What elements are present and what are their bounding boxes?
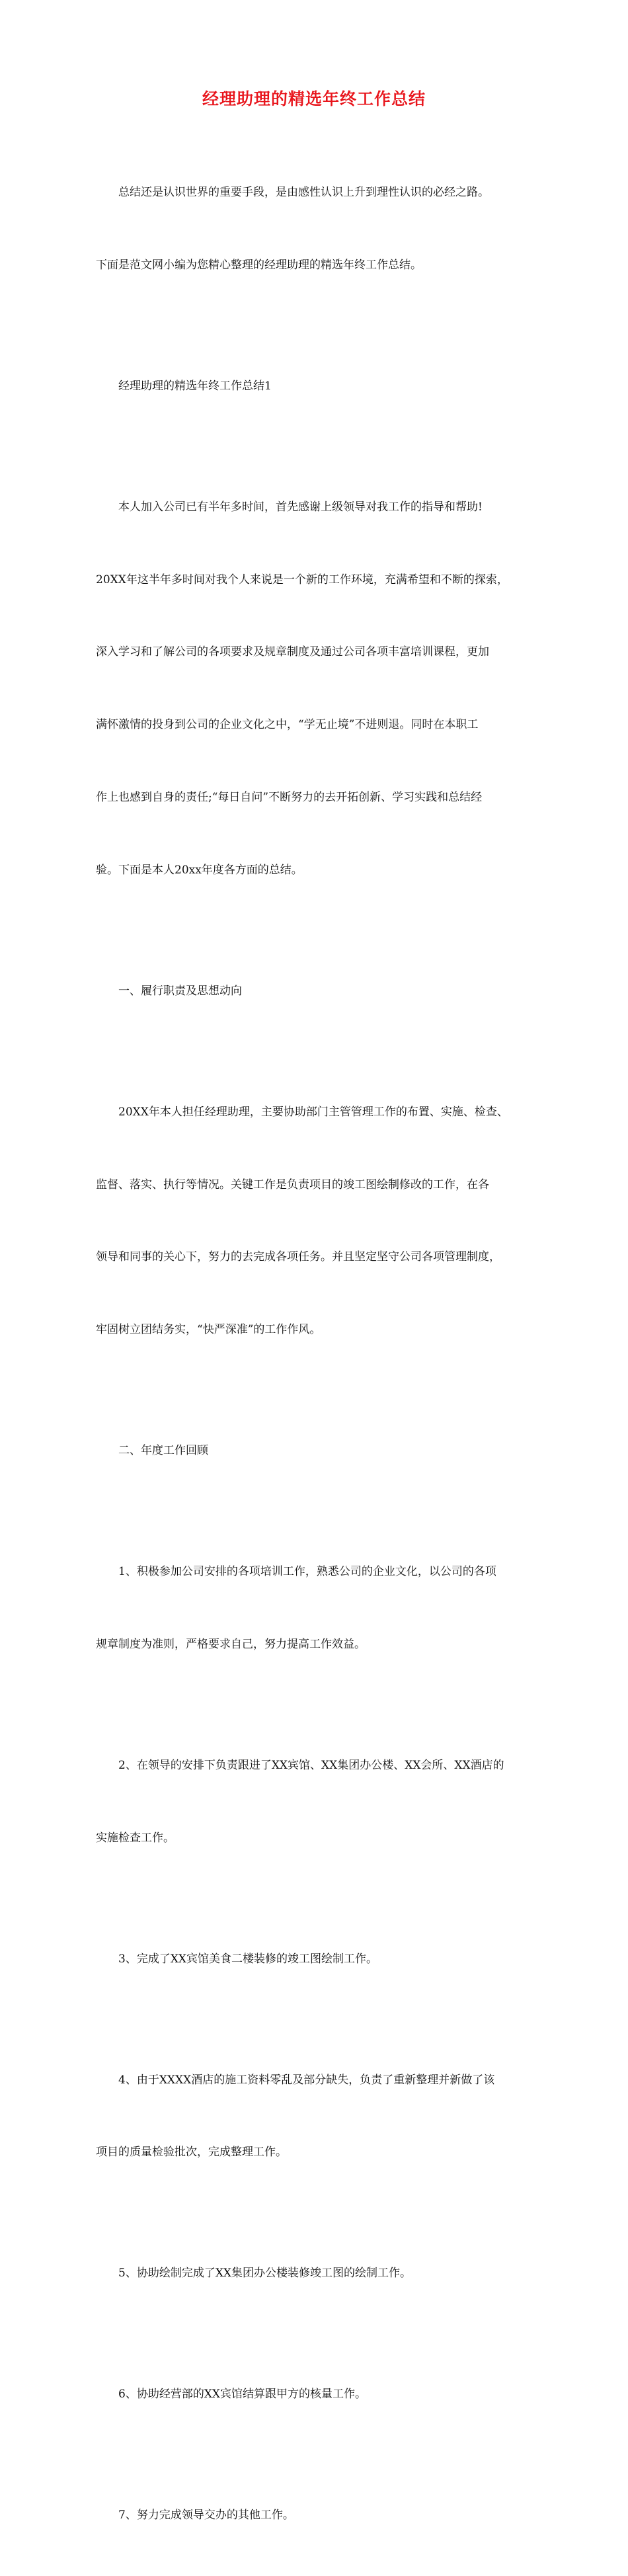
section-heading xyxy=(96,931,535,1052)
text-line: 7、努力完成领导交办的其他工作。 xyxy=(118,2509,294,2522)
text-line: 本人加入公司已有半年多时间，首先感谢上级领导对我工作的指导和帮助! xyxy=(118,500,483,514)
intro-paragraph xyxy=(96,132,535,326)
list-item xyxy=(96,2019,535,2213)
text-line: 下面是范文网小编为您精心整理的经理助理的精选年终工作总结。 xyxy=(96,258,422,272)
text-line: 一、履行职责及思想动向 xyxy=(118,984,242,998)
text-line: 满怀激情的投身到公司的企业文化之中，“学无止境”不进则退。同时在本职工 xyxy=(96,718,479,732)
text-line: 20XX年这半年多时间对我个人来说是一个新的工作环境，充满希望和不断的探索， xyxy=(96,573,508,586)
list-item xyxy=(96,2455,535,2576)
list-item xyxy=(96,2213,535,2334)
text-line: 1、积极参加公司安排的各项培训工作，熟悉公司的企业文化，以公司的各项 xyxy=(118,1565,496,1579)
text-line: 5、协助绘制完成了XX集团办公楼装修竣工图的绘制工作。 xyxy=(118,2267,412,2280)
text-line: 规章制度为准则，严格要求自己，努力提高工作效益。 xyxy=(96,1637,366,1651)
text-line: 牢固树立团结务实，“快严深准”的工作作风。 xyxy=(96,1323,321,1337)
section-heading xyxy=(96,1390,535,1511)
text-line: 监督、落实、执行等情况。关键工作是负责项目的竣工图绘制修改的工作，在各 xyxy=(96,1178,489,1191)
text-line: 二、年度工作回顾 xyxy=(118,1444,208,1458)
text-line: 项目的质量检验批次，完成整理工作。 xyxy=(96,2146,287,2159)
text-line: 领导和同事的关心下，努力的去完成各项任务。并且坚定坚守公司各项管理制度， xyxy=(96,1250,500,1264)
opening-paragraph xyxy=(96,447,535,931)
list-item xyxy=(96,2334,535,2455)
text-line: 2、在领导的安排下负责跟进了XX宾馆、XX集团办公楼、XX会所、XX酒店的 xyxy=(118,1758,504,1772)
text-line: 深入学习和了解公司的各项要求及规章制度及通过公司各项丰富培训课程，更加 xyxy=(96,645,489,659)
list-item xyxy=(96,1898,535,2019)
list-item xyxy=(96,1511,535,1705)
section-paragraph xyxy=(96,1052,535,1390)
text-line: 总结还是认识世界的重要手段，是由感性认识上升到理性认识的必经之路。 xyxy=(118,186,489,200)
text-line: 实施检查工作。 xyxy=(96,1831,175,1845)
text-line: 20XX年本人担任经理助理，主要协助部门主管管理工作的布置、实施、检查、 xyxy=(118,1105,508,1119)
text-line: 6、协助经营部的XX宾馆结算跟甲方的核量工作。 xyxy=(118,2388,367,2401)
document-title: 经理助理的精选年终工作总结 xyxy=(202,89,426,108)
text-line: 验。下面是本人20xx年度各方面的总结。 xyxy=(96,863,303,877)
subheading xyxy=(96,326,535,447)
text-line: 经理助理的精选年终工作总结1 xyxy=(118,379,272,393)
text-line: 4、由于XXXX酒店的施工资料零乱及部分缺失，负责了重新整理并新做了该 xyxy=(118,2073,495,2087)
document-body xyxy=(96,132,535,2576)
list-item xyxy=(96,1705,535,1899)
text-line: 3、完成了XX宾馆美食二楼装修的竣工图绘制工作。 xyxy=(118,1952,378,1966)
text-line: 作上也感到自身的责任;“每日自问”不断努力的去开拓创新、学习实践和总结经 xyxy=(96,791,483,805)
